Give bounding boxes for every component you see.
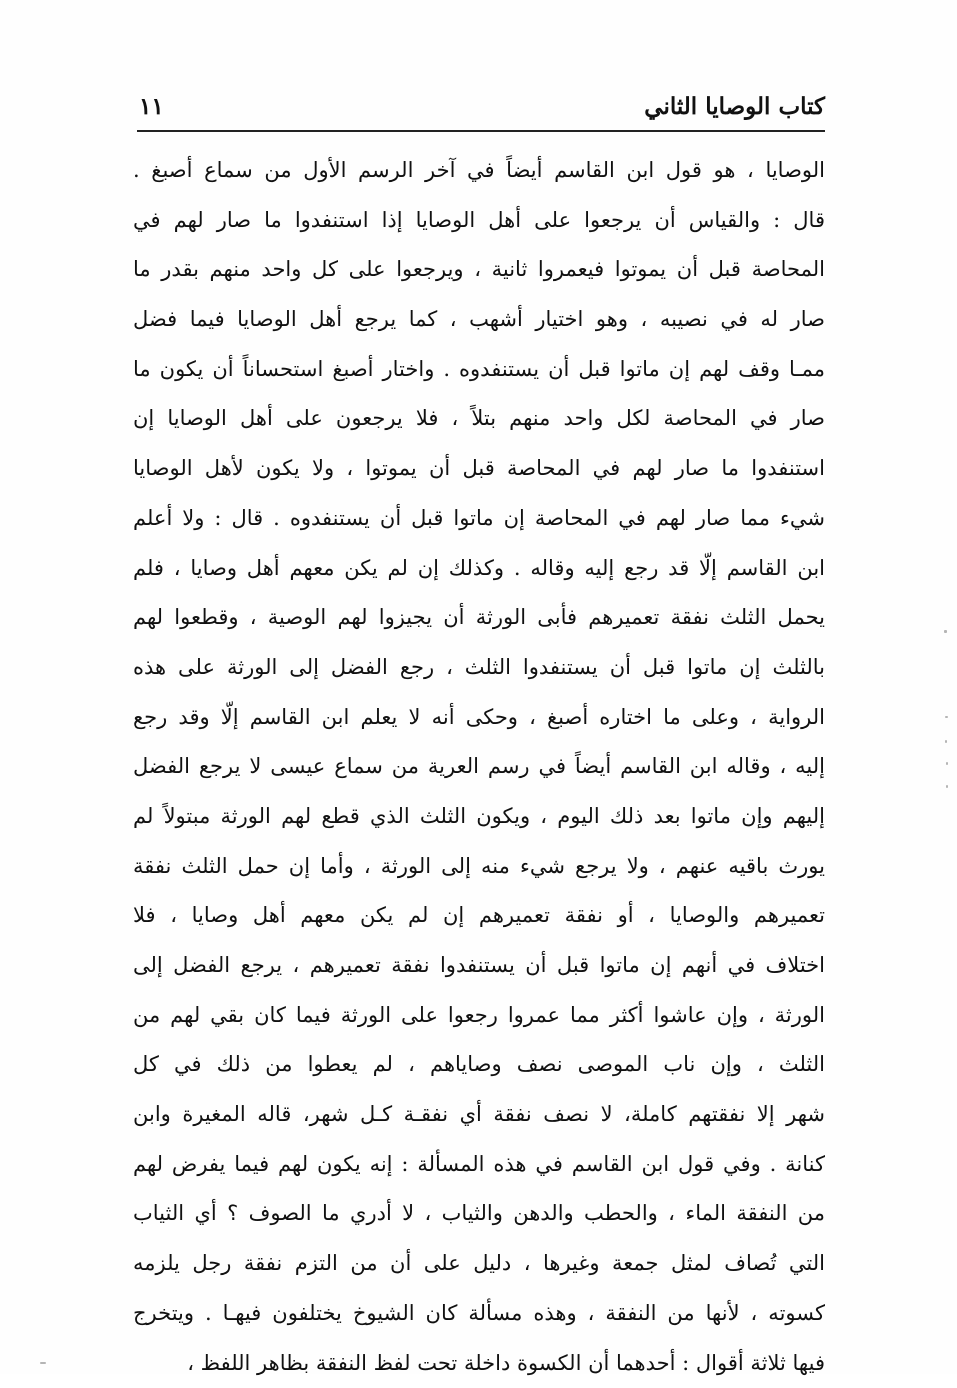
text-line: اختلاف في أنهم إن ماتوا قبل أن يستنفدوا نفقة تعميرهم ، يرجع الفضل إلى (133, 941, 825, 991)
text-line: قال : والقياس أن يرجعوا على أهل الوصايا إذا استنفدوا ما صار لهم في (133, 196, 825, 246)
text-line: الوصايا ، هو قول ابن القاسم أيضاً في آخر الرسم الأول من سماع أصبغ . (133, 146, 825, 196)
scan-speck (944, 630, 947, 633)
scan-speck (945, 716, 948, 718)
text-line: الثلث ، وإن ناب الموصى نصف وصاياهم ، لم يعطوا من ذلك في كل (133, 1040, 825, 1090)
scan-speck (945, 740, 947, 743)
text-line: إليهم وإن ماتوا بعد ذلك اليوم ، ويكون الثلث الذي قطع لهم الورثة مبتولاً لم (133, 792, 825, 842)
header-divider (137, 130, 825, 132)
text-line: استنفدوا ما صار لهم في المحاصة قبل أن يموتوا ، ولا يكون لأهل الوصايا (133, 444, 825, 494)
text-line: كنانة . وفي قول ابن القاسم في هذه المسألة : إنه يكون لهم فيما يفرض لهم (133, 1140, 825, 1190)
text-line: تعميرهم والوصايا ، أو نفقة تعميرهم إن لم يكن معهم أهل وصايا ، فلا (133, 891, 825, 941)
text-line: يورث باقيه عنهم ، ولا يرجع شيء منه إلى الورثة ، وأما إن حمل الثلث نفقة (133, 842, 825, 892)
text-line: ممـا وقف لهم إن ماتوا قبل أن يستنفدوه . واختار أصبغ استحساناً أن يكون ما (133, 345, 825, 395)
text-line: صار في المحاصة لكل واحد منهم بتلاً ، فلا يرجعون على أهل الوصايا إن (133, 394, 825, 444)
scan-speck (946, 762, 948, 765)
text-line: شهر إلا نفقتهم كاملة، لا نصف نفقة أي نفقـة كـل شهر، قاله المغيرة وابن (133, 1090, 825, 1140)
running-header (137, 88, 825, 128)
text-line: شيء مما صار لهم في المحاصة إن ماتوا قبل أن يستنفدوه . قال : ولا أعلم (133, 494, 825, 544)
text-line: الورثة ، وإن عاشوا أكثر مما عمروا رجعوا على الورثة فيما كان بقي لهم من (133, 991, 825, 1041)
text-line: كسوته ، لأنها من النفقة ، وهذه مسألة كان الشيوخ يختلفون فيهـا . ويتخرج (133, 1289, 825, 1339)
scan-speck (946, 785, 948, 788)
text-line: يحمل الثلث نفقة تعميرهم فأبى الورثة أن يجيزوا لهم الوصية ، وقطعوا لهم (133, 593, 825, 643)
scan-speck (40, 1362, 46, 1364)
text-line: المحاصة قبل أن يموتوا فيعمروا ثانية ، ويرجعوا على كل واحد منهم بقدر ما (133, 245, 825, 295)
text-line: صار له في نصيبه ، وهو اختيار أشهب ، كما يرجع أهل الوصايا فيما فضل (133, 295, 825, 345)
text-line: من النفقة الماء ، والحطب والدهن والثياب ، لا أدري ما الصوف ؟ أي الثياب (133, 1189, 825, 1239)
page-number: ١١ (139, 88, 164, 126)
text-line: التي تُصاف لمثل جمعة وغيرها ، دليل على أن من التزم نفقة رجل يلزمه (133, 1239, 825, 1289)
text-line: إليه ، وقاله ابن القاسم أيضاً في رسم العرية من سماع عيسى لا يرجع الفضل (133, 742, 825, 792)
text-line: بالثلث إن ماتوا قبل أن يستنفدوا الثلث ، رجع الفضل إلى الورثة على هذه (133, 643, 825, 693)
text-line: الرواية ، وعلى ما اختاره أصبغ ، وحكى أنه لا يعلم ابن القاسم إلّا وقد رجع (133, 693, 825, 743)
text-line: ابن القاسم إلّا قد رجع إليه وقاله . وكذلك إن لم يكن معهم أهل وصايا ، فلم (133, 544, 825, 594)
book-title: كتاب الوصايا الثاني (644, 88, 825, 126)
text-line: فيها ثلاثة أقوال : أحدهما أن الكسوة داخلة تحت لفظ النفقة بظاهر اللفظ ، (133, 1339, 825, 1388)
body-text (133, 146, 825, 1388)
